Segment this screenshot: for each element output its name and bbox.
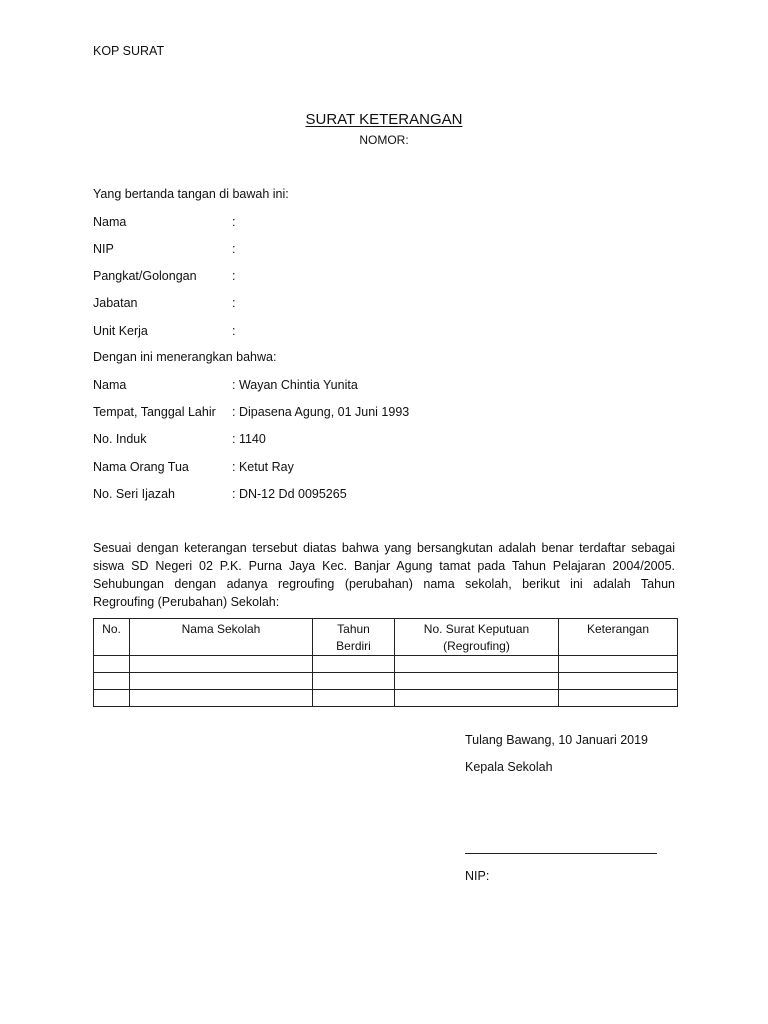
paragraph-line: siswa SD Negeri 02 P.K. Purna Jaya Kec. Banjar Agung tamat pada Tahun Pelajaran 2004/2005. (93, 559, 675, 573)
place-date: Tulang Bawang, 10 Januari 2019 (465, 733, 649, 747)
subject-certificate-value: : DN-12 Dd 0095265 (232, 487, 347, 501)
table-row (94, 673, 678, 690)
subject-birth-label: Tempat, Tanggal Lahir (93, 405, 216, 419)
paragraph-line: Sehubungan dengan adanya regroufing (perubahan) nama sekolah, berikut ini adalah Tahun (93, 577, 675, 591)
statement-text: Dengan ini menerangkan bahwa: (93, 350, 277, 364)
signer-nip-value: : (232, 242, 236, 256)
signer-position-value: : (232, 296, 236, 310)
col-header-no: No. (94, 619, 130, 656)
document-title: SURAT KETERANGAN (305, 111, 463, 128)
signer-position-label: Jabatan (93, 296, 138, 310)
signer-nip: NIP: (465, 869, 490, 883)
col-header-notes: Keterangan (559, 619, 678, 656)
signer-title: Kepala Sekolah (465, 760, 553, 774)
letterhead-placeholder: KOP SURAT (93, 44, 165, 58)
table-row (94, 690, 678, 707)
signer-rank-label: Pangkat/Golongan (93, 269, 197, 283)
subject-birth-value: : Dipasena Agung, 01 Juni 1993 (232, 405, 410, 419)
signer-name-label: Nama (93, 215, 127, 229)
signer-unit-value: : (232, 324, 236, 338)
signature-line (465, 853, 657, 854)
document-number: NOMOR: (359, 133, 409, 147)
col-header-decree-number: No. Surat Keputuan (Regroufing) (395, 619, 559, 656)
table-header-row (94, 619, 678, 656)
subject-parent-value: : Ketut Ray (232, 460, 294, 474)
col-header-school-name: Nama Sekolah (130, 619, 313, 656)
signer-name-value: : (232, 215, 236, 229)
body-paragraph (93, 539, 675, 611)
intro-text: Yang bertanda tangan di bawah ini: (93, 187, 289, 201)
subject-student-id-label: No. Induk (93, 432, 147, 446)
subject-parent-label: Nama Orang Tua (93, 460, 189, 474)
subject-name-label: Nama (93, 378, 127, 392)
col-header-year-founded: Tahun Berdiri (313, 619, 395, 656)
signer-nip-label: NIP (93, 242, 114, 256)
signer-unit-label: Unit Kerja (93, 324, 148, 338)
subject-student-id-value: : 1140 (232, 432, 266, 446)
paragraph-line: Regroufing (Perubahan) Sekolah: (93, 595, 280, 609)
regrouping-table (93, 618, 678, 707)
subject-name-value: : Wayan Chintia Yunita (232, 378, 358, 392)
signer-rank-value: : (232, 269, 236, 283)
paragraph-line: Sesuai dengan keterangan tersebut diatas bahwa yang bersangkutan adalah benar terdaftar sebagai (93, 541, 675, 555)
table-row (94, 656, 678, 673)
subject-certificate-label: No. Seri Ijazah (93, 487, 175, 501)
